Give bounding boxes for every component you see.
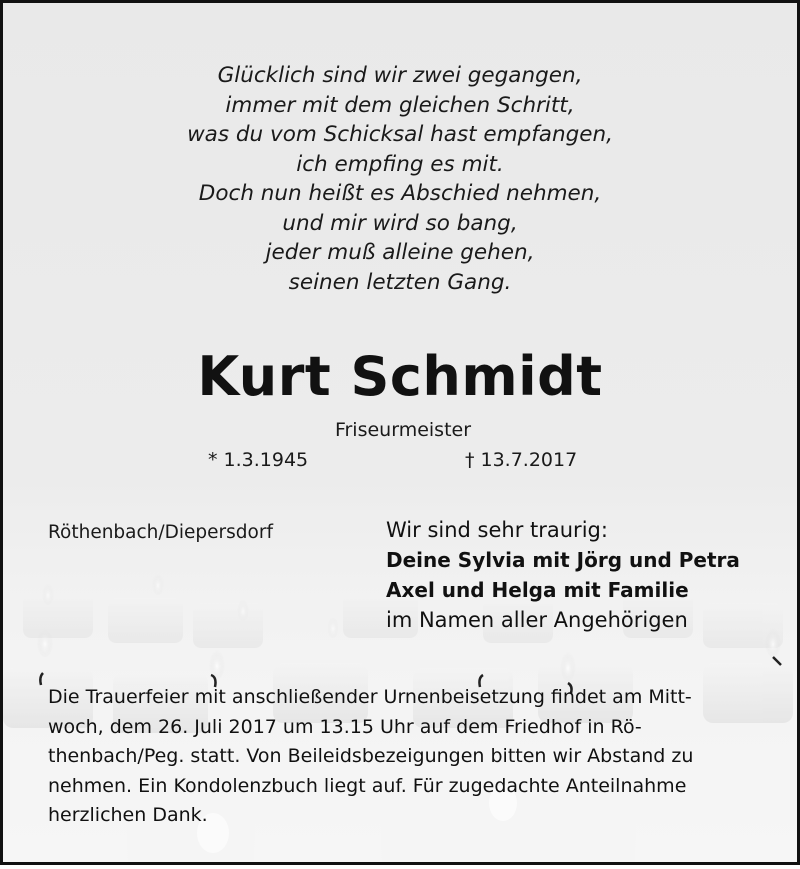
mourners-line: Axel und Helga mit Familie: [386, 578, 689, 602]
death-date-row: [465, 449, 577, 471]
poem-line: jeder muß alleine gehen,: [265, 240, 535, 265]
occupation: Friseurmeister: [334, 419, 472, 441]
birth-date: * 1.3.1945: [208, 449, 309, 471]
poem-line: und mir wird so bang,: [282, 210, 518, 236]
ceremony-line: thenbach/Peg. statt. Von Beileidsbezeigungen bitten wir Abstand zu: [48, 745, 694, 767]
poem-line: seinen letzten Gang.: [288, 269, 512, 295]
place: Röthenbach/Diepersdorf: [48, 522, 273, 543]
poem-line: Glücklich sind wir zwei gegangen,: [217, 63, 583, 88]
ceremony-line: woch, dem 26. Juli 2017 um 13.15 Uhr auf dem Friedhof in Rö-: [48, 715, 642, 738]
mourners-outro: im Namen aller Angehörigen: [386, 608, 688, 632]
mourners-line: Deine Sylvia mit Jörg und Petra: [386, 548, 740, 572]
poem-line: ich empfing es mit.: [296, 151, 504, 177]
deceased-name: Kurt Schmidt: [197, 345, 603, 408]
poem-line: Doch nun heißt es Abschied nehmen,: [198, 181, 602, 206]
cross-icon: †: [465, 449, 475, 471]
ceremony-text: [48, 683, 760, 831]
ceremony-line: nehmen. Ein Kondolenzbuch liegt auf. Für zugedachte Anteilnahme: [48, 774, 687, 797]
poem-line: immer mit dem gleichen Schritt,: [225, 92, 575, 118]
poem: [3, 61, 797, 297]
death-date: 13.7.2017: [480, 449, 578, 471]
poem-line: was du vom Schicksal hast empfangen,: [187, 122, 613, 147]
mourners-intro: Wir sind sehr traurig:: [386, 518, 608, 542]
ceremony-line: Die Trauerfeier mit anschließender Urnenbeisetzung findet am Mitt-: [48, 686, 692, 708]
ceremony-line: herzlichen Dank.: [48, 804, 208, 826]
mourners: [386, 515, 740, 635]
